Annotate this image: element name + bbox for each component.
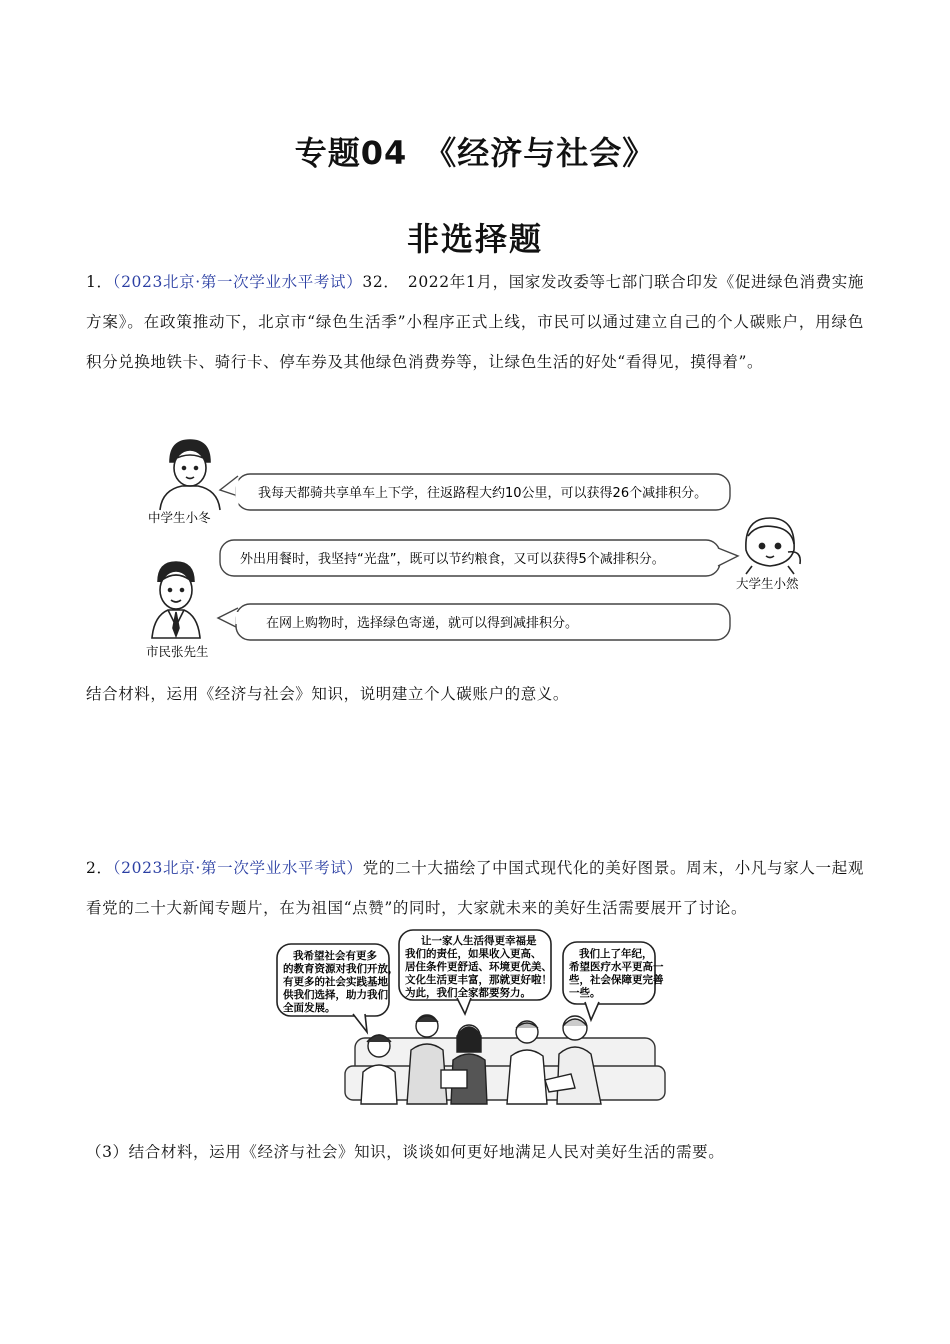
person-2-label: 大学生小然 bbox=[736, 576, 799, 591]
question-2-source: （2023北京·第一次学业水平考试） bbox=[112, 859, 363, 877]
question-2-text bbox=[86, 848, 864, 928]
svg-text:我们的责任，如果收入更高、: 我们的责任，如果收入更高、 bbox=[405, 948, 542, 960]
svg-text:全面发展。: 全面发展。 bbox=[283, 1002, 336, 1014]
svg-text:我们上了年纪，: 我们上了年纪， bbox=[579, 948, 653, 960]
question-1-source: （2023北京·第一次学业水平考试） bbox=[112, 273, 363, 291]
question-2-prompt: （3）结合材料，运用《经济与社会》知识，谈谈如何更好地满足人民对美好生活的需要。 bbox=[86, 1143, 725, 1161]
bubble-3-text: 在网上购物时，选择绿色寄递，就可以得到减排积分。 bbox=[266, 616, 579, 631]
svg-text:的教育资源对我们开放，: 的教育资源对我们开放， bbox=[283, 963, 399, 975]
svg-text:为此，我们全家都要努力。: 为此，我们全家都要努力。 bbox=[405, 987, 531, 999]
person-3-label: 市民张先生 bbox=[146, 644, 209, 659]
person-1-label: 中学生小冬 bbox=[148, 510, 211, 525]
carbon-account-illustration bbox=[140, 432, 820, 664]
citizen-man-icon bbox=[152, 562, 200, 638]
svg-text:希望医疗水平更高一: 希望医疗水平更高一 bbox=[569, 961, 664, 973]
family-discussion-cartoon bbox=[275, 928, 673, 1112]
university-girl-icon bbox=[746, 518, 800, 574]
bubble-1-text: 我每天都骑共享单车上下学，往返路程大约10公里，可以获得26个减排积分。 bbox=[258, 486, 708, 501]
svg-text:居住条件更舒适、环境更优美、: 居住条件更舒适、环境更优美、 bbox=[405, 961, 552, 973]
family-discussion-figure bbox=[275, 928, 673, 1112]
svg-text:一些。: 一些。 bbox=[569, 987, 601, 999]
bubble-2-text: 外出用餐时，我坚持“光盘”，既可以节约粮食，又可以获得5个减排积分。 bbox=[240, 552, 665, 567]
question-2-number: 2． bbox=[86, 859, 113, 877]
svg-text:我希望社会有更多: 我希望社会有更多 bbox=[293, 950, 377, 962]
svg-text:供我们选择，助力我们: 供我们选择，助力我们 bbox=[283, 989, 388, 1001]
carbon-account-figure bbox=[140, 432, 820, 664]
question-1-number: 1． bbox=[86, 273, 113, 291]
question-2-body: 党的二十大描绘了中国式现代化的美好图景。周末，小凡与家人一起观看党的二十大新闻专题片，在为祖国“点赞”的同时，大家就未来的美好生活需要展开了讨论。 bbox=[86, 859, 865, 917]
svg-text:文化生活更丰富，那就更好啦！: 文化生活更丰富，那就更好啦！ bbox=[405, 974, 552, 986]
svg-text:有更多的社会实践基地: 有更多的社会实践基地 bbox=[283, 976, 388, 988]
question-1-prompt: 结合材料，运用《经济与社会》知识，说明建立个人碳账户的意义。 bbox=[86, 685, 570, 703]
student-boy-icon bbox=[160, 440, 220, 510]
bubble-parents-text bbox=[405, 934, 552, 999]
svg-text:些，社会保障更完善: 些，社会保障更完善 bbox=[569, 974, 664, 986]
question-1-text bbox=[86, 262, 864, 382]
page-title: 专题04 《经济与社会》 bbox=[294, 134, 656, 172]
svg-text:让一家人生活得更幸福是: 让一家人生活得更幸福是 bbox=[421, 935, 537, 947]
page-subtitle: 非选择题 bbox=[406, 220, 543, 258]
question-1-body: 32． 2022年1月，国家发改委等七部门联合印发《促进绿色消费实施方案》。在政策推动下，北京市“绿色生活季”小程序正式上线，市民可以通过建立自己的个人碳账户，用绿色积分兑换地铁卡、骑行卡、停车券及其他绿色消费券等，让绿色生活的好处“看得见，摸得着”。 bbox=[86, 273, 865, 371]
